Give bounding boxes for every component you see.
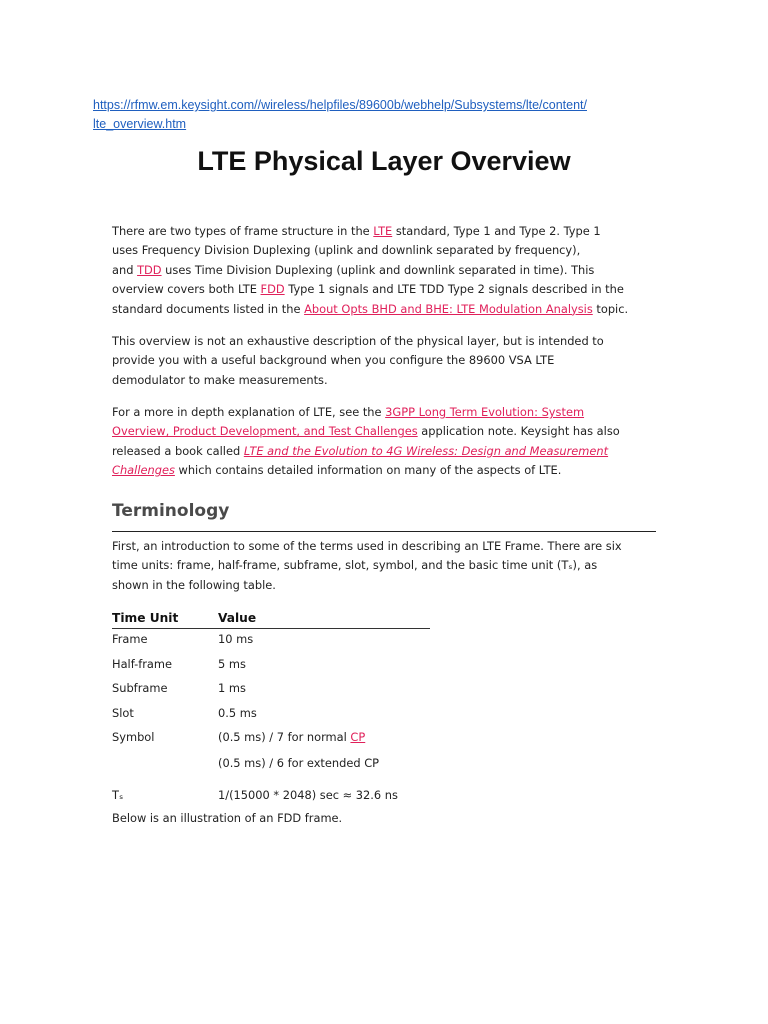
lte-book-link[interactable]: LTE and the Evolution to 4G Wireless: Design and Measurement [243,443,609,458]
further-text: released a book called [112,443,244,458]
table-cell-unit: Subframe [112,681,168,695]
3gpp-app-note-link[interactable]: Overview, Product Development, and Test Challenges [112,424,418,439]
table-cell-value: 5 ms [218,657,246,671]
lte-link[interactable]: LTE [373,224,393,238]
table-cell-value: 0.5 ms [218,706,257,720]
intro-text: and [112,262,138,277]
table-cell-unit: Tₛ [112,788,124,802]
lte-book-link[interactable]: Challenges [112,463,175,478]
intro-paragraph [112,222,652,319]
about-opts-link[interactable]: About Opts BHD and BHE: LTE Modulation Analysis [304,301,593,316]
tdd-link[interactable]: TDD [137,262,162,277]
overview-text: This overview is not an exhaustive description of the physical layer, but is intended to [112,334,604,348]
table-cell-value: 10 ms [218,632,254,646]
intro-text: standard documents listed in the [112,301,305,316]
table-cell-value: 1 ms [218,681,246,695]
intro-text: uses Time Division Duplexing (uplink and downlink separated in time). This [161,262,595,277]
heading-divider [112,531,656,532]
figure-caption: Below is an illustration of an FDD frame. [112,811,343,825]
intro-text: overview covers both LTE [112,282,261,297]
table-cell-value-text: (0.5 ms) / 7 for normal [218,730,351,744]
table-cell-value: 1/(15000 * 2048) sec ≈ 32.6 ns [218,788,398,802]
intro-text: There are two types of frame structure in the [112,224,374,238]
intro-text: uses Frequency Division Duplexing (uplink and downlink separated by frequency), [112,243,581,258]
intro-text: standard, Type 1 and Type 2. Type 1 [392,224,601,238]
table-cell-unit: Half-frame [112,657,172,671]
table-cell-value: (0.5 ms) / 6 for extended CP [218,756,380,770]
further-text: application note. Keysight has also [417,424,620,439]
terminology-paragraph [112,537,652,595]
table-cell-unit: Symbol [112,730,155,744]
terminology-text: time units: frame, half-frame, subframe, slot, symbol, and the basic time unit (Tₛ), as [112,558,598,573]
intro-text: topic. [592,301,629,316]
table-header-time-unit: Time Unit [112,611,179,625]
table-cell-unit: Slot [112,706,134,720]
overview-paragraph [112,332,652,390]
table-cell-unit: Frame [112,632,148,646]
overview-text: demodulator to make measurements. [112,372,328,387]
fdd-link[interactable]: FDD [260,282,285,297]
further-text: which contains detailed information on many of the aspects of LTE. [174,463,562,478]
table-header-value: Value [218,611,257,625]
terminology-text: shown in the following table. [112,577,276,592]
table-cell-value [218,730,365,744]
source-url-line-2[interactable]: lte_overview.htm [93,117,187,131]
source-url-link[interactable] [93,96,653,134]
terminology-heading: Terminology [112,501,230,521]
3gpp-app-note-link[interactable]: 3GPP Long Term Evolution: System [385,405,585,419]
terminology-text: First, an introduction to some of the terms used in describing an LTE Frame. There are six [112,539,622,553]
page-title: LTE Physical Layer Overview [197,146,571,176]
table-header-divider [112,628,430,629]
cp-link[interactable]: CP [350,730,366,744]
further-reading-paragraph [112,403,652,481]
source-url-line-1[interactable]: https://rfmw.em.keysight.com//wireless/helpfiles/89600b/webhelp/Subsystems/lte/content/ [93,98,587,112]
further-text: For a more in depth explanation of LTE, see the [112,405,386,419]
overview-text: provide you with a useful background when you configure the 89600 VSA LTE [112,353,555,368]
intro-text: Type 1 signals and LTE TDD Type 2 signals described in the [284,282,624,297]
